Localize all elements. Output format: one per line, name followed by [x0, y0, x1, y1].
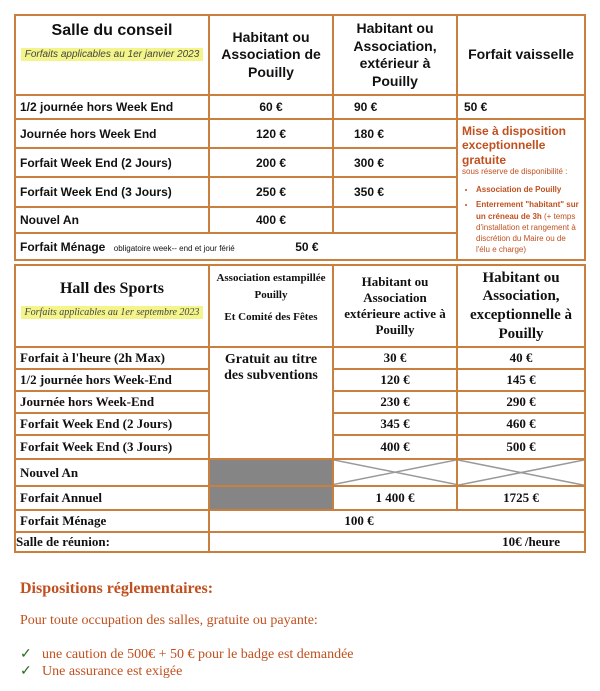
row-label: Forfait Annuel — [15, 486, 209, 510]
col-header-habitant-exterieur: Habitant ou Association, extérieur à Pouilly — [333, 15, 457, 95]
menage-note: obligatoire week-- end et jour férié — [113, 243, 235, 253]
cross-icon — [458, 460, 584, 485]
price-cell: 400 € — [333, 435, 457, 459]
hall-sports-date-note: Forfaits applicables au 1er septembre 2023 — [21, 306, 204, 319]
price-cell: 145 € — [457, 369, 585, 391]
salle-conseil-title: Salle du conseil — [51, 22, 173, 39]
price-cell: 250 € — [209, 177, 333, 206]
menage-row — [15, 233, 457, 260]
price-cell: 350 € — [333, 177, 457, 206]
row-label: Forfait Ménage — [15, 510, 209, 532]
row-label: 1/2 journée hors Week End — [15, 95, 209, 119]
salle-conseil-header — [15, 15, 209, 95]
price-cell: 460 € — [457, 413, 585, 435]
price-cell: 90 € — [333, 95, 457, 119]
col-header-line: Association estampillée Pouilly — [216, 272, 326, 301]
dispositions-item: ✓ Une assurance est exigée — [20, 664, 183, 679]
check-icon: ✓ — [20, 664, 32, 679]
col-header-association-pouilly — [209, 265, 333, 347]
salle-conseil-date-note: Forfaits applicables au 1er janvier 2023 — [21, 48, 204, 61]
price-cell: 230 € — [333, 391, 457, 413]
unavailable-grey-cell — [209, 486, 333, 510]
hall-sports-table — [14, 264, 586, 553]
row-label: Nouvel An — [15, 459, 209, 486]
gratuit-cell: Gratuit au titre des subventions — [209, 347, 333, 459]
price-cell: 30 € — [333, 347, 457, 369]
salle-conseil-table — [14, 14, 586, 261]
mise-item-association: • Association de Pouilly — [476, 184, 580, 195]
col-header-habitant-exceptionnelle: Habitant ou Association, exceptionnelle à Pouilly — [457, 265, 585, 347]
price-cell: 60 € — [209, 95, 333, 119]
price-cell: 345 € — [333, 413, 457, 435]
check-icon: ✓ — [20, 647, 32, 662]
price-cell: 400 € — [209, 207, 333, 234]
price-cell: 1 400 € — [333, 486, 457, 510]
mise-item-enterrement: • Enterrement "habitant" sur un créneau de 3h (+ temps d'installation et rangement à discrétion du Maire ou de l'élu e charge) — [476, 199, 580, 255]
row-label: Journée hors Week-End — [15, 391, 209, 413]
price-cell: 100 € — [209, 510, 585, 532]
row-label: Journée hors Week End — [15, 119, 209, 148]
mise-disposition-title: Mise à disposition exceptionnelle gratuite — [462, 124, 567, 167]
dispositions-title: Dispositions réglementaires: — [20, 580, 214, 597]
mise-disposition-subtitle: sous réserve de disponibilité : — [462, 167, 568, 177]
price-cell: 200 € — [209, 148, 333, 177]
row-label: Nouvel An — [15, 207, 209, 234]
price-cell: 50 € — [457, 95, 585, 119]
row-label: Salle de réunion: — [15, 532, 209, 552]
price-cell: 500 € — [457, 435, 585, 459]
hall-sports-header — [15, 265, 209, 347]
cross-icon — [334, 460, 456, 484]
price-cell: 120 € — [333, 369, 457, 391]
price-cell: 10€ /heure — [209, 532, 585, 552]
price-cell: 290 € — [457, 391, 585, 413]
menage-price: 50 € — [295, 239, 319, 254]
price-cell: 180 € — [333, 119, 457, 148]
row-label: 1/2 journée hors Week-End — [15, 369, 209, 391]
price-cell: 1725 € — [457, 486, 585, 510]
dispositions-intro: Pour toute occupation des salles, gratuite ou payante: — [20, 613, 318, 628]
row-label: Forfait Week End (2 Jours) — [15, 148, 209, 177]
dispositions-item: ✓ une caution de 500€ + 50 € pour le badge est demandée — [20, 647, 354, 662]
row-label: Forfait à l'heure (2h Max) — [15, 347, 209, 369]
hall-sports-title: Hall des Sports — [59, 280, 164, 297]
col-header-forfait-vaisselle: Forfait vaisselle — [457, 15, 585, 95]
col-header-line: Et Comité des Fêtes — [224, 311, 318, 323]
row-label: Forfait Week End (2 Jours) — [15, 413, 209, 435]
col-header-habitant-exterieure: Habitant ou Association extérieure active à Pouilly — [333, 265, 457, 347]
price-cell — [333, 207, 457, 234]
mise-disposition-cell — [457, 119, 585, 260]
row-label: Forfait Week End (3 Jours) — [15, 177, 209, 206]
menage-label: Forfait Ménage — [20, 239, 106, 254]
price-cell: 40 € — [457, 347, 585, 369]
unavailable-grey-cell — [209, 459, 333, 486]
price-cell: 120 € — [209, 119, 333, 148]
col-header-habitant-pouilly: Habitant ou Association de Pouilly — [209, 15, 333, 95]
row-label: Forfait Week End (3 Jours) — [15, 435, 209, 459]
crossed-cell — [333, 459, 457, 486]
crossed-cell — [457, 459, 585, 486]
price-cell: 300 € — [333, 148, 457, 177]
